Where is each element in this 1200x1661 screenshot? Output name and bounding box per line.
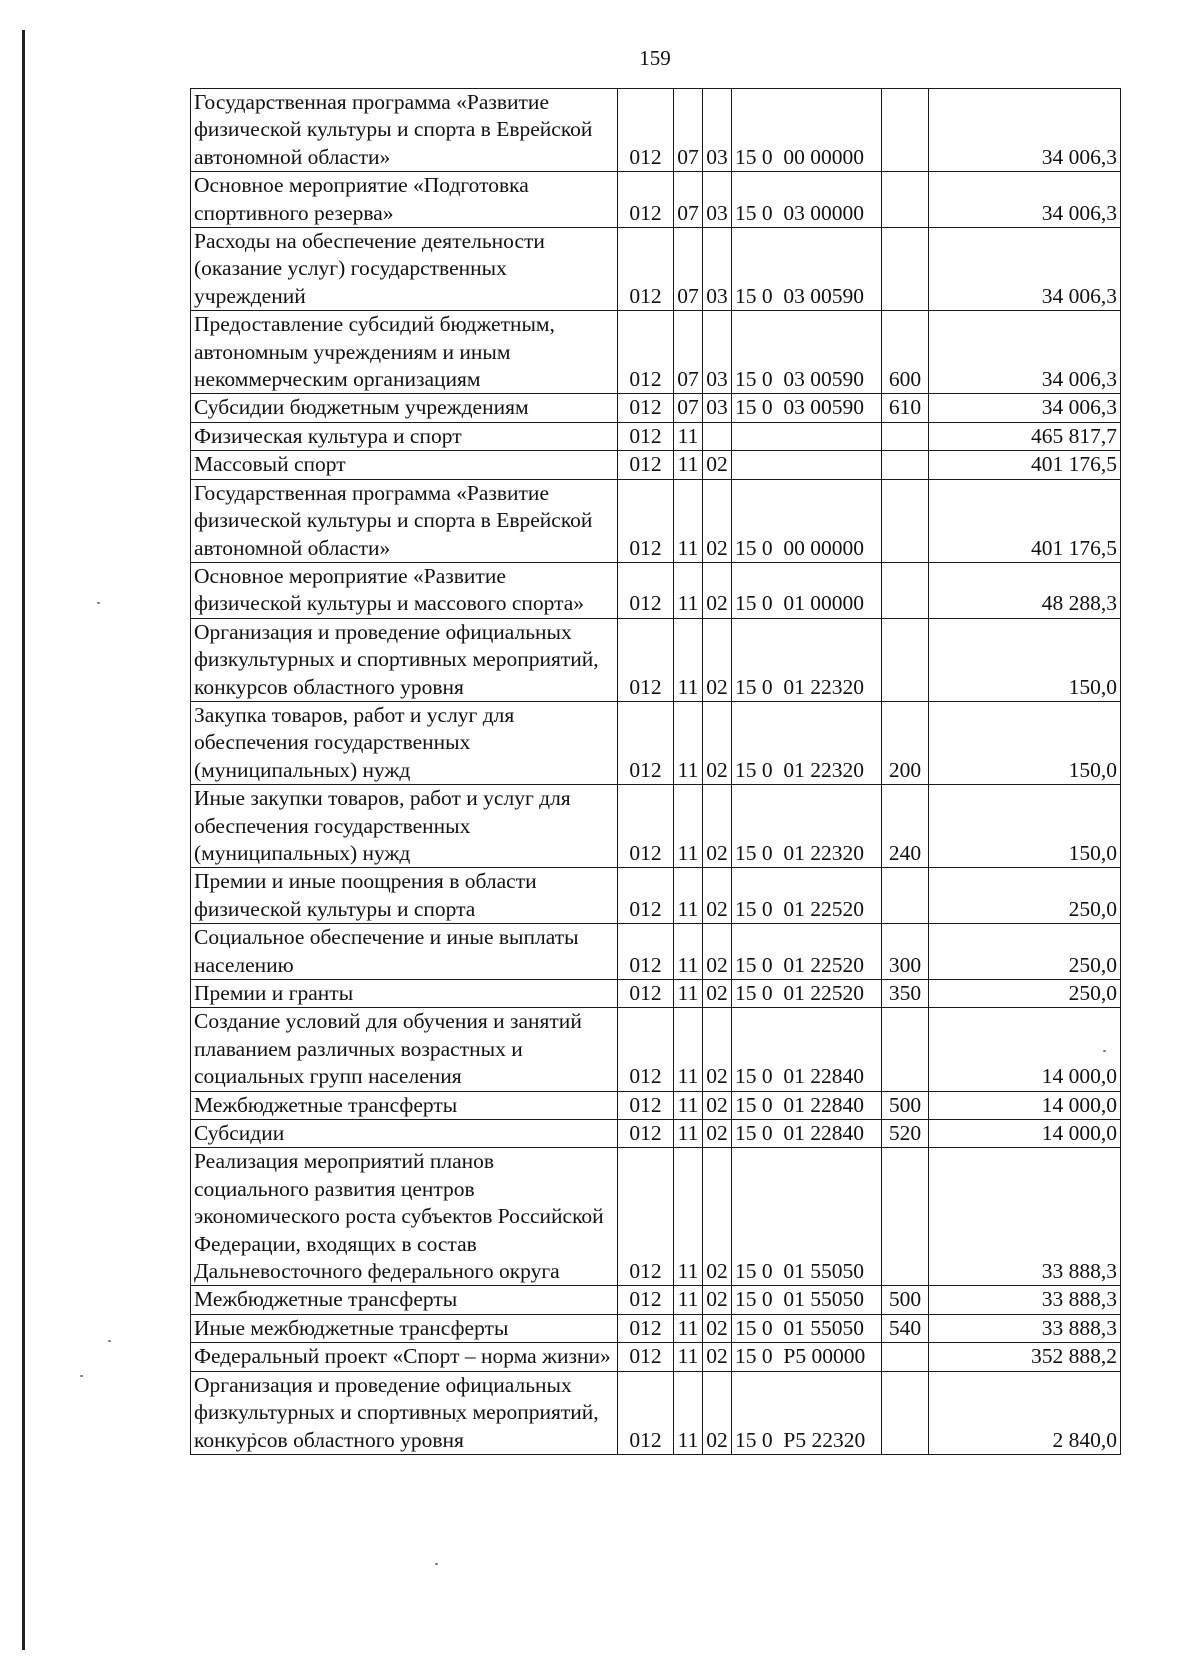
ved-code: 012 <box>618 394 674 422</box>
target-article-code: 15 0 01 22520 <box>732 980 882 1008</box>
section-code: 07 <box>674 311 703 394</box>
row-name: Государственная программа «Развитие физической культуры и спорта в Еврейской автономной области» <box>191 89 618 172</box>
ved-code: 012 <box>618 1286 674 1314</box>
section-code: 11 <box>674 562 703 618</box>
table-row <box>191 228 1121 311</box>
target-article-code: 15 0 03 00000 <box>732 172 882 228</box>
amount: 2 840,0 <box>929 1371 1121 1454</box>
section-code: 11 <box>674 785 703 868</box>
row-name: Субсидии <box>191 1120 618 1148</box>
ved-code: 012 <box>618 1120 674 1148</box>
row-name: Закупка товаров, работ и услуг для обеспечения государственных (муниципальных) нужд <box>191 701 618 784</box>
amount: 34 006,3 <box>929 394 1121 422</box>
row-name: Иные закупки товаров, работ и услуг для обеспечения государственных (муниципальных) нужд <box>191 785 618 868</box>
subsection-code: 02 <box>703 1314 732 1342</box>
subsection-code: 02 <box>703 1371 732 1454</box>
section-code: 11 <box>674 980 703 1008</box>
section-code: 11 <box>674 422 703 450</box>
expense-type-code <box>882 1148 929 1286</box>
expense-type-code: 350 <box>882 980 929 1008</box>
target-article-code: 15 0 00 00000 <box>732 479 882 562</box>
subsection-code: 02 <box>703 980 732 1008</box>
amount: 33 888,3 <box>929 1286 1121 1314</box>
row-name: Основное мероприятие «Подготовка спортивного резерва» <box>191 172 618 228</box>
subsection-code: 02 <box>703 451 732 479</box>
section-code: 11 <box>674 1120 703 1148</box>
ved-code: 012 <box>618 618 674 701</box>
table-row <box>191 562 1121 618</box>
row-name: Массовый спорт <box>191 451 618 479</box>
amount: 250,0 <box>929 980 1121 1008</box>
target-article-code: 15 0 01 22840 <box>732 1091 882 1119</box>
amount: 33 888,3 <box>929 1314 1121 1342</box>
section-code: 11 <box>674 618 703 701</box>
amount: 14 000,0 <box>929 1120 1121 1148</box>
expense-type-code: 540 <box>882 1314 929 1342</box>
subsection-code <box>703 422 732 450</box>
section-code: 11 <box>674 1148 703 1286</box>
ved-code: 012 <box>618 924 674 980</box>
row-name: Предоставление субсидий бюджетным, автономным учреждениям и иным некоммерческим организациям <box>191 311 618 394</box>
row-name: Федеральный проект «Спорт – норма жизни» <box>191 1343 618 1371</box>
ved-code: 012 <box>618 562 674 618</box>
target-article-code: 15 0 01 22840 <box>732 1120 882 1148</box>
expense-type-code: 500 <box>882 1286 929 1314</box>
row-name: Создание условий для обучения и занятий плаванием различных возрастных и социальных групп населения <box>191 1008 618 1091</box>
table-row <box>191 1371 1121 1454</box>
expense-type-code <box>882 228 929 311</box>
expense-type-code <box>882 1343 929 1371</box>
table-row <box>191 1008 1121 1091</box>
row-name: Организация и проведение официальных физкультурных и спортивных мероприятий, конкурсов областного уровня <box>191 618 618 701</box>
amount: 401 176,5 <box>929 479 1121 562</box>
table-row <box>191 89 1121 172</box>
section-code: 11 <box>674 1286 703 1314</box>
amount: 14 000,0 <box>929 1091 1121 1119</box>
row-name: Премии и иные поощрения в области физической культуры и спорта <box>191 868 618 924</box>
amount: 250,0 <box>929 924 1121 980</box>
table-row <box>191 451 1121 479</box>
scan-speck <box>435 1563 438 1565</box>
subsection-code: 02 <box>703 785 732 868</box>
target-article-code: 15 0 03 00590 <box>732 228 882 311</box>
section-code: 11 <box>674 1091 703 1119</box>
row-name: Физическая культура и спорт <box>191 422 618 450</box>
subsection-code: 02 <box>703 1091 732 1119</box>
scan-speck <box>80 1375 83 1377</box>
amount: 250,0 <box>929 868 1121 924</box>
row-name: Субсидии бюджетным учреждениям <box>191 394 618 422</box>
amount: 150,0 <box>929 618 1121 701</box>
subsection-code: 03 <box>703 311 732 394</box>
expense-type-code: 520 <box>882 1120 929 1148</box>
subsection-code: 02 <box>703 1343 732 1371</box>
table-row <box>191 311 1121 394</box>
expense-type-code <box>882 1371 929 1454</box>
row-name: Премии и гранты <box>191 980 618 1008</box>
row-name: Социальное обеспечение и иные выплаты населению <box>191 924 618 980</box>
section-code: 07 <box>674 394 703 422</box>
ved-code: 012 <box>618 868 674 924</box>
ved-code: 012 <box>618 89 674 172</box>
table-row <box>191 1314 1121 1342</box>
row-name: Реализация мероприятий планов социального развития центров экономического роста субъектов Российской Федерации, входящих в состав Дальневосточного федерального округа <box>191 1148 618 1286</box>
section-code: 11 <box>674 1008 703 1091</box>
target-article-code: 15 0 01 00000 <box>732 562 882 618</box>
target-article-code: 15 0 00 00000 <box>732 89 882 172</box>
ved-code: 012 <box>618 228 674 311</box>
target-article-code: 15 0 01 22840 <box>732 1008 882 1091</box>
subsection-code: 03 <box>703 89 732 172</box>
subsection-code: 02 <box>703 924 732 980</box>
target-article-code: 15 0 03 00590 <box>732 311 882 394</box>
subsection-code: 03 <box>703 394 732 422</box>
subsection-code: 02 <box>703 1008 732 1091</box>
section-code: 11 <box>674 924 703 980</box>
subsection-code: 02 <box>703 1120 732 1148</box>
section-code: 11 <box>674 1314 703 1342</box>
ved-code: 012 <box>618 785 674 868</box>
table-row <box>191 1148 1121 1286</box>
section-code: 07 <box>674 172 703 228</box>
amount: 465 817,7 <box>929 422 1121 450</box>
amount: 150,0 <box>929 701 1121 784</box>
expense-type-code: 500 <box>882 1091 929 1119</box>
ved-code: 012 <box>618 1314 674 1342</box>
expense-type-code <box>882 562 929 618</box>
subsection-code: 03 <box>703 172 732 228</box>
row-name: Межбюджетные трансферты <box>191 1286 618 1314</box>
scan-speck <box>108 1340 111 1342</box>
target-article-code: 15 0 01 22320 <box>732 701 882 784</box>
page-number: 159 <box>639 46 671 70</box>
amount: 352 888,2 <box>929 1343 1121 1371</box>
subsection-code: 02 <box>703 1286 732 1314</box>
expense-type-code <box>882 172 929 228</box>
section-code: 11 <box>674 868 703 924</box>
section-code: 11 <box>674 451 703 479</box>
subsection-code: 02 <box>703 868 732 924</box>
table-row <box>191 172 1121 228</box>
ved-code: 012 <box>618 1091 674 1119</box>
target-article-code: 15 0 01 22320 <box>732 785 882 868</box>
table-row <box>191 924 1121 980</box>
expense-type-code: 610 <box>882 394 929 422</box>
target-article-code: 15 0 01 55050 <box>732 1314 882 1342</box>
table-row <box>191 868 1121 924</box>
subsection-code: 02 <box>703 562 732 618</box>
table-row <box>191 422 1121 450</box>
target-article-code: 15 0 P5 22320 <box>732 1371 882 1454</box>
expense-type-code: 300 <box>882 924 929 980</box>
table-row <box>191 1286 1121 1314</box>
ved-code: 012 <box>618 1148 674 1286</box>
table-row <box>191 980 1121 1008</box>
subsection-code: 02 <box>703 1148 732 1286</box>
target-article-code: 15 0 03 00590 <box>732 394 882 422</box>
expense-type-code <box>882 479 929 562</box>
expense-type-code: 240 <box>882 785 929 868</box>
ved-code: 012 <box>618 1371 674 1454</box>
target-article-code: 15 0 01 55050 <box>732 1148 882 1286</box>
target-article-code <box>732 451 882 479</box>
amount: 34 006,3 <box>929 172 1121 228</box>
row-name: Основное мероприятие «Развитие физической культуры и массового спорта» <box>191 562 618 618</box>
expense-type-code: 600 <box>882 311 929 394</box>
row-name: Организация и проведение официальных физкультурных и спортивных мероприятий, конкурсов областного уровня <box>191 1371 618 1454</box>
expense-type-code <box>882 618 929 701</box>
row-name: Межбюджетные трансферты <box>191 1091 618 1119</box>
ved-code: 012 <box>618 1008 674 1091</box>
section-code: 07 <box>674 228 703 311</box>
table-row <box>191 479 1121 562</box>
expense-type-code: 200 <box>882 701 929 784</box>
target-article-code: 15 0 01 22320 <box>732 618 882 701</box>
expense-type-code <box>882 868 929 924</box>
subsection-code: 02 <box>703 701 732 784</box>
amount: 14 000,0 <box>929 1008 1121 1091</box>
expense-type-code <box>882 89 929 172</box>
ved-code: 012 <box>618 980 674 1008</box>
target-article-code: 15 0 01 22520 <box>732 868 882 924</box>
ved-code: 012 <box>618 1343 674 1371</box>
amount: 34 006,3 <box>929 311 1121 394</box>
target-article-code: 15 0 01 55050 <box>732 1286 882 1314</box>
amount: 401 176,5 <box>929 451 1121 479</box>
section-code: 07 <box>674 89 703 172</box>
amount: 34 006,3 <box>929 228 1121 311</box>
amount: 48 288,3 <box>929 562 1121 618</box>
expense-type-code <box>882 451 929 479</box>
ved-code: 012 <box>618 479 674 562</box>
expense-type-code <box>882 422 929 450</box>
target-article-code: 15 0 P5 00000 <box>732 1343 882 1371</box>
ved-code: 012 <box>618 451 674 479</box>
budget-table <box>190 88 1121 1455</box>
amount: 34 006,3 <box>929 89 1121 172</box>
section-code: 11 <box>674 479 703 562</box>
table-row <box>191 701 1121 784</box>
scan-speck <box>97 602 100 604</box>
ved-code: 012 <box>618 311 674 394</box>
subsection-code: 03 <box>703 228 732 311</box>
table-row <box>191 785 1121 868</box>
expense-type-code <box>882 1008 929 1091</box>
ved-code: 012 <box>618 422 674 450</box>
ved-code: 012 <box>618 172 674 228</box>
section-code: 11 <box>674 1343 703 1371</box>
table-row <box>191 1091 1121 1119</box>
target-article-code <box>732 422 882 450</box>
amount: 150,0 <box>929 785 1121 868</box>
row-name: Расходы на обеспечение деятельности (оказание услуг) государственных учреждений <box>191 228 618 311</box>
section-code: 11 <box>674 701 703 784</box>
section-code: 11 <box>674 1371 703 1454</box>
table-row <box>191 394 1121 422</box>
table-row <box>191 1343 1121 1371</box>
table-row <box>191 618 1121 701</box>
ved-code: 012 <box>618 701 674 784</box>
subsection-code: 02 <box>703 618 732 701</box>
amount: 33 888,3 <box>929 1148 1121 1286</box>
subsection-code: 02 <box>703 479 732 562</box>
row-name: Государственная программа «Развитие физической культуры и спорта в Еврейской автономной области» <box>191 479 618 562</box>
binding-edge-line <box>22 30 25 1650</box>
row-name: Иные межбюджетные трансферты <box>191 1314 618 1342</box>
target-article-code: 15 0 01 22520 <box>732 924 882 980</box>
table-row <box>191 1120 1121 1148</box>
